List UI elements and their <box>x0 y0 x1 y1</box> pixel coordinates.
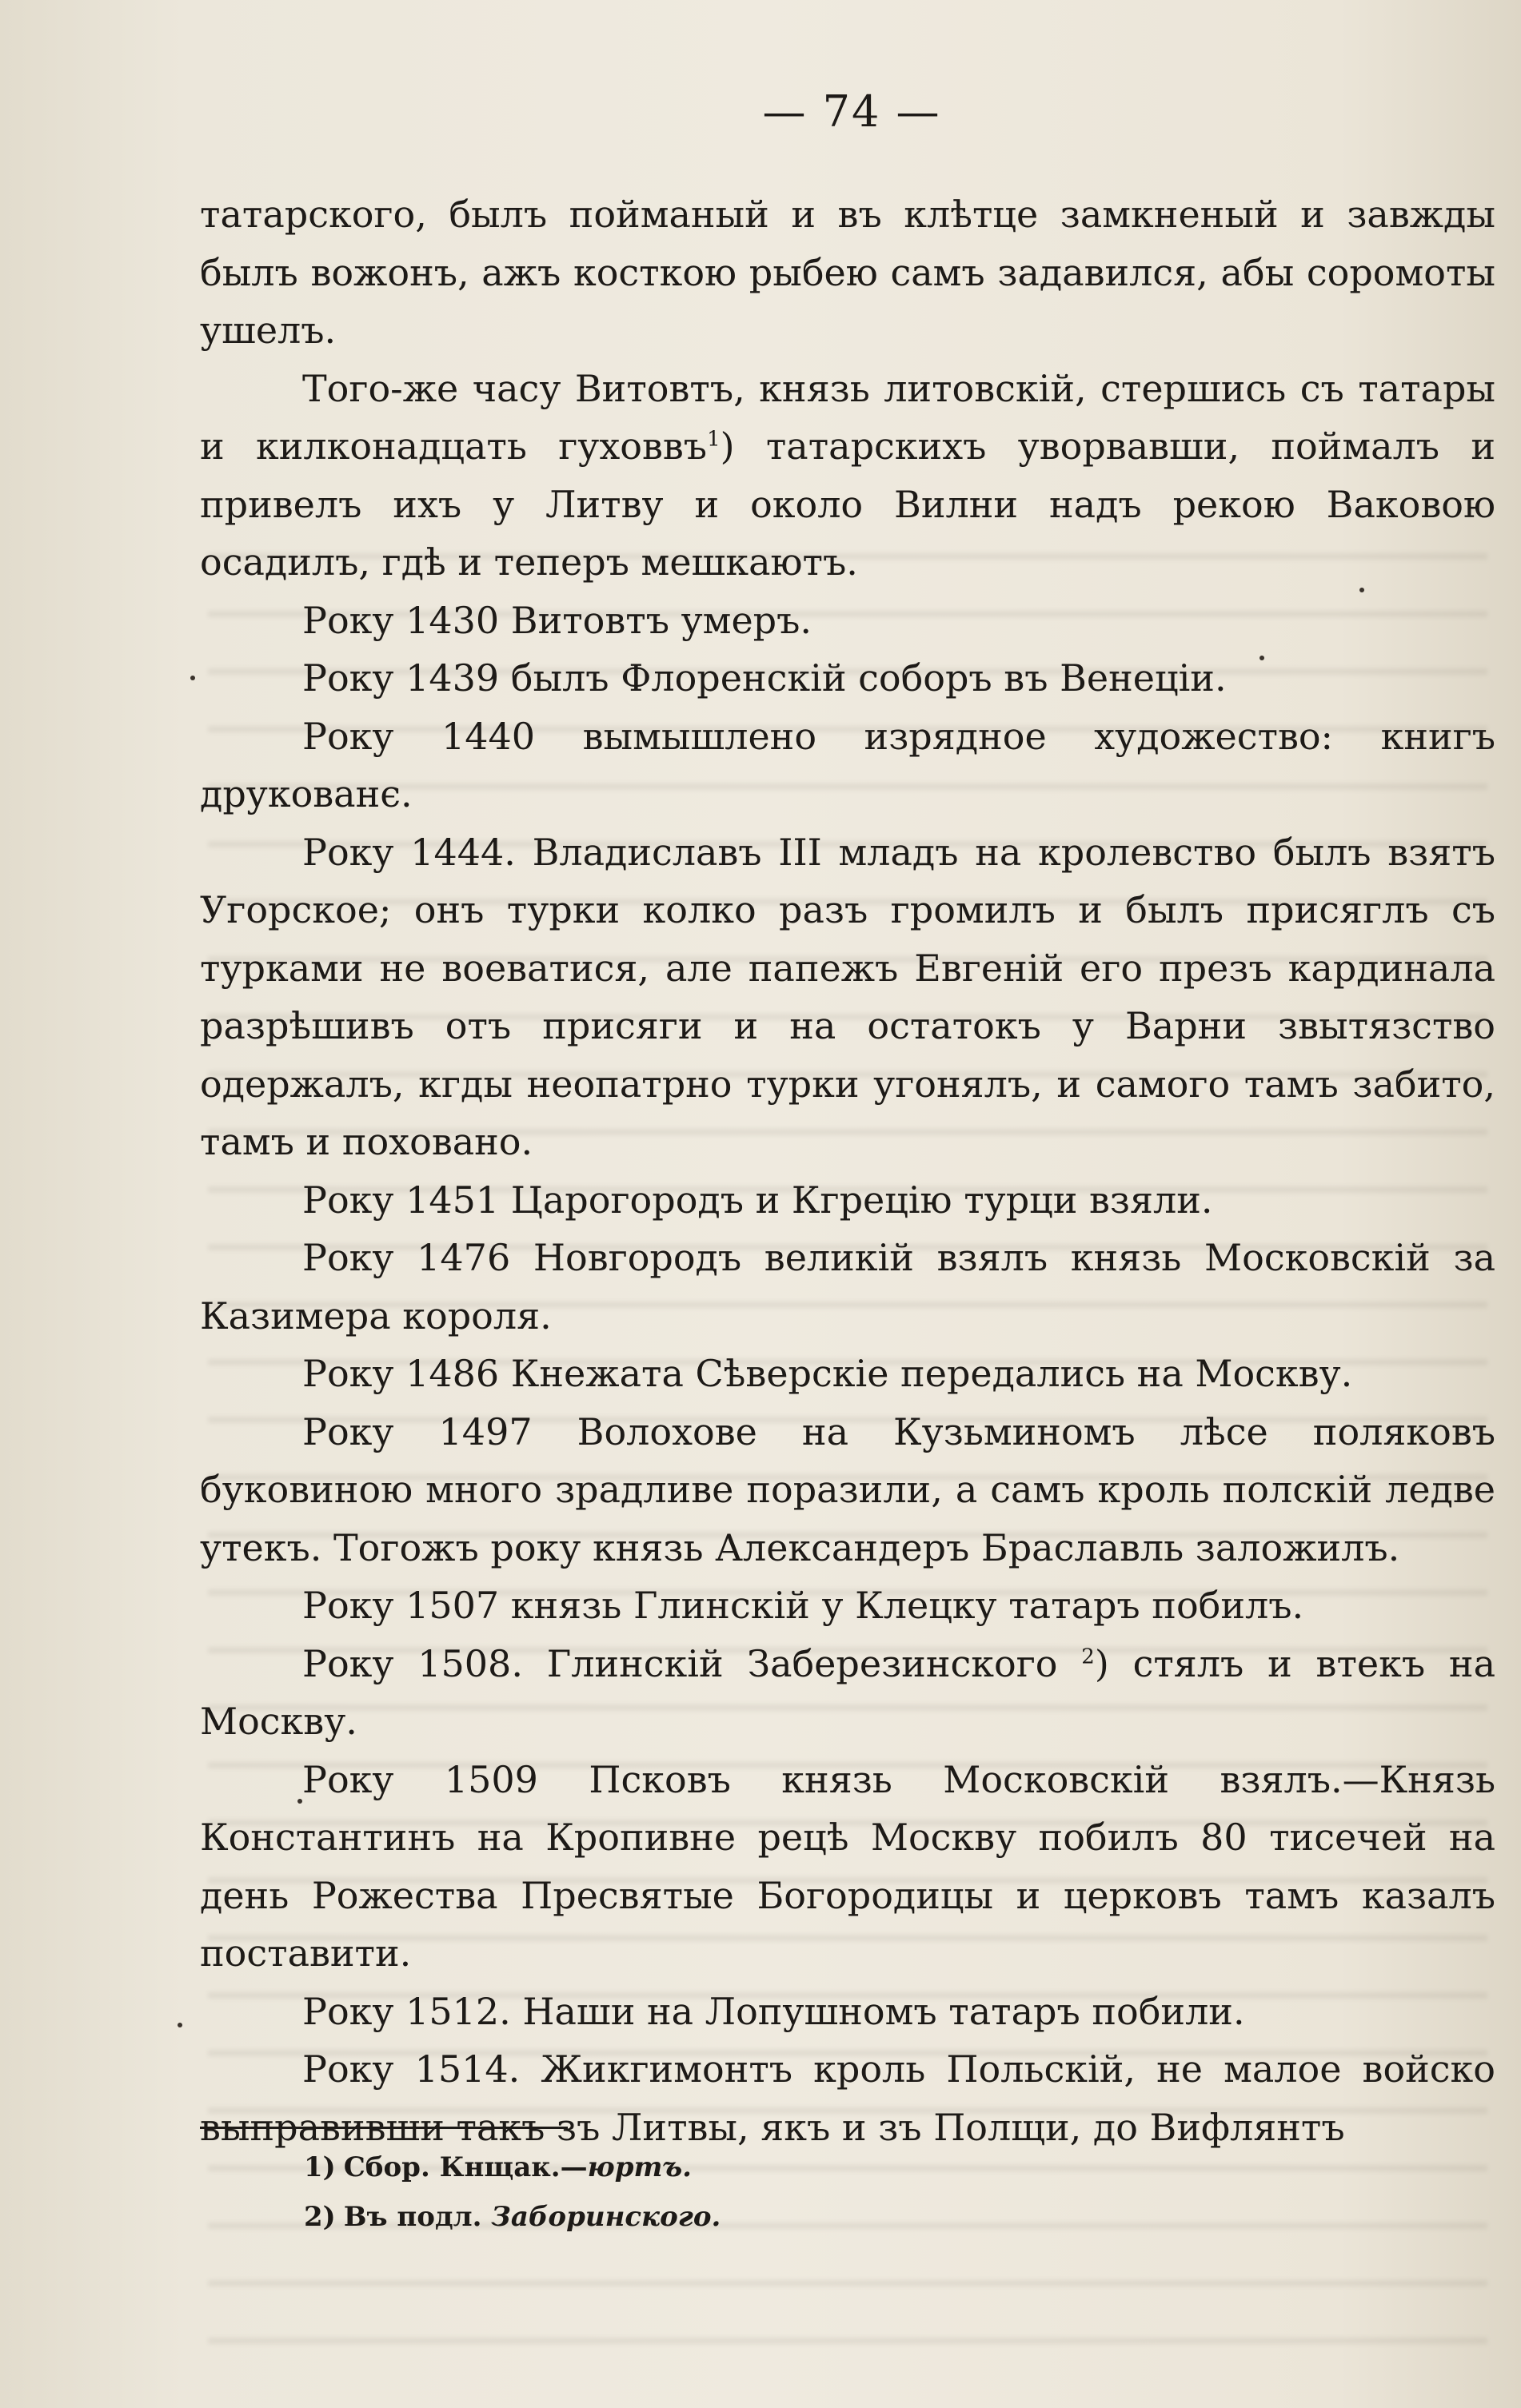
footnote-text: Сбор. Кнщак.— <box>343 2151 588 2183</box>
paragraph <box>200 360 1495 592</box>
paper-speck <box>297 1799 302 1804</box>
paragraph: Року 1486 Кнежата Сѣверскіе передались на Москву. <box>302 1352 1353 1395</box>
paper-speck <box>190 676 195 680</box>
paragraph <box>200 1635 1495 1751</box>
paper-speck <box>178 2023 182 2027</box>
footnote-ref: 1 <box>707 427 721 452</box>
footnote-2 <box>304 2192 1343 2242</box>
paragraph-text: Того-же часу Витовтъ, князь литовскій, стершись съ татары и килконадцать гуховвъ <box>200 366 1495 468</box>
paragraph: Року 1444. Владиславъ III младъ на кролевство былъ взятъ Угорское; онъ турки колко разъ громилъ и былъ присяглъ съ турками не воеватися, але папежъ Евгеній его презъ кардинала разрѣшивъ отъ присяги и на остатокъ у Варни звытязство одержалъ, кгды неопатрно турки угонялъ, и самого тамъ забито, тамъ и поховано. <box>200 830 1495 1163</box>
paper-speck <box>1359 588 1364 592</box>
footnote-text: Въ подл. <box>343 2201 482 2233</box>
footnote-1 <box>304 2143 1343 2192</box>
footnote-ref: 2 <box>1081 1645 1095 1669</box>
body-text <box>200 185 1495 2156</box>
paragraph: Року 1451 Царогородъ и Кгрецію турци взяли. <box>302 1178 1213 1222</box>
paragraph: Року 1440 вымышлено изрядное художество: книгъ друкованє. <box>200 714 1495 815</box>
page-number: — 74 — <box>762 86 941 137</box>
footnote-mark: 2) <box>304 2201 336 2233</box>
paragraph: Року 1439 былъ Флоренскій соборъ въ Венеціи. <box>302 656 1227 700</box>
paragraph-text: Року 1508. Глинскій Заберезинского <box>302 1641 1058 1685</box>
footnote-italic: Заборинского. <box>491 2201 721 2233</box>
paragraph: Року 1507 князь Глинскій у Клецку татаръ побилъ. <box>302 1584 1304 1627</box>
paragraph: Року 1509 Псковъ князь Московскій взялъ.—Князь Константинъ на Кропивне рецѣ Москву побилъ 80 тисечей на день Рожества Пресвятые Богородицы и церковъ тамъ казалъ поставити. <box>200 1757 1495 1975</box>
footnote-rule <box>200 2127 568 2129</box>
paragraph: Року 1497 Волохове на Кузьминомъ лѣсе поляковъ буковиною много зрадливе поразили, а самъ кроль полскій ледве утекъ. Тогожъ року князь Александеръ Браславль заложилъ. <box>200 1409 1495 1569</box>
footnotes <box>304 2143 1343 2242</box>
paragraph: татарского, былъ пойманый и въ клѣтце замкненый и завжды былъ вожонъ, ажъ косткою рыбею самъ задавился, абы соромоты ушелъ. <box>200 193 1495 352</box>
paragraph: Року 1476 Новгородъ великій взялъ князь Московскій за Казимера короля. <box>200 1236 1495 1338</box>
paragraph-text: ) татарскихъ уворвавши, поймалъ и привелъ ихъ у Литву и около Вилни надъ рекою Ваковою осадилъ, гдѣ и теперъ мешкаютъ. <box>200 425 1496 584</box>
paper-speck <box>1260 656 1264 660</box>
footnote-mark: 1) <box>304 2151 336 2183</box>
paragraph: Року 1430 Витовтъ умеръ. <box>302 598 812 642</box>
paragraph-text: ) стялъ и втекъ на Москву. <box>200 1641 1496 1743</box>
paragraph: Року 1512. Наши на Лопушномъ татаръ побили. <box>302 1989 1245 2033</box>
footnote-italic: юртъ. <box>587 2151 692 2183</box>
paragraph: Року 1514. Жикгимонтъ кроль Польскій, не малое войско выправивши такъ зъ Литвы, якъ и зъ Полщи, до Вифлянтъ <box>200 2047 1495 2149</box>
